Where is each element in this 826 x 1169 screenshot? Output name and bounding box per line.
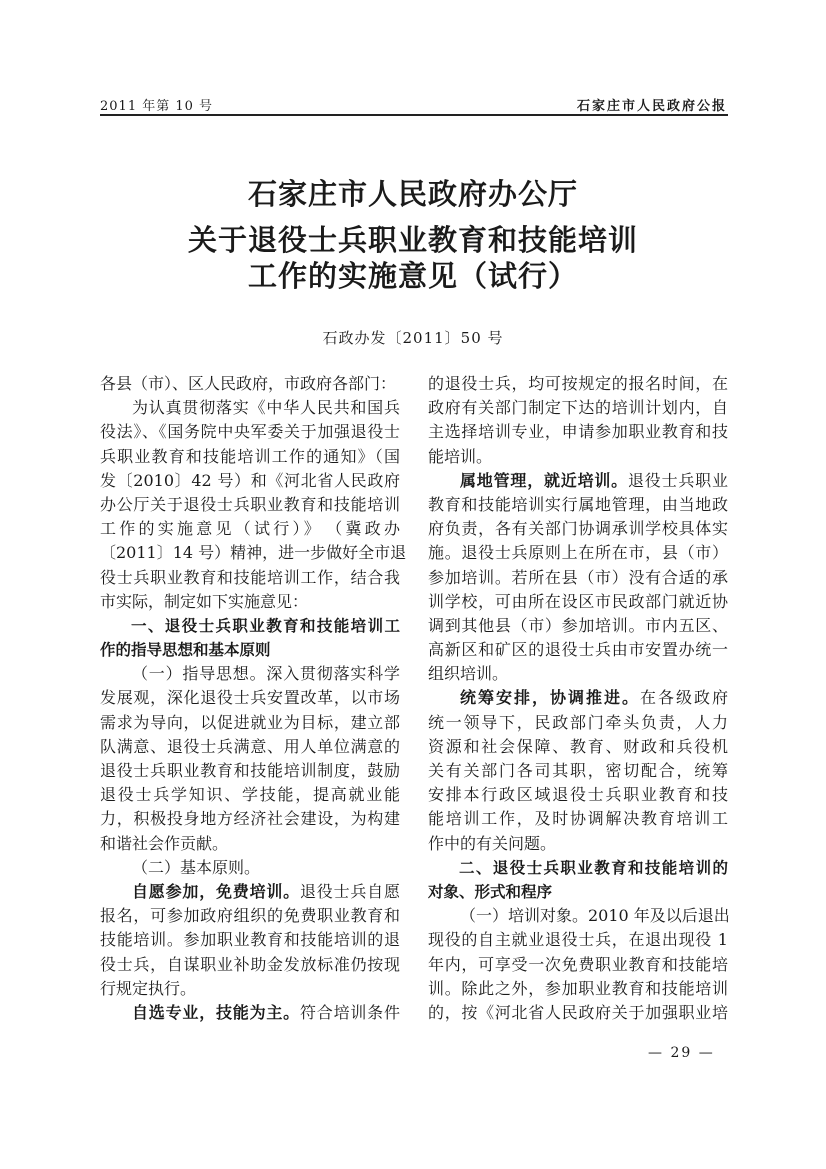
line-text: 训。除此之外，参加职业教育和技能培训 xyxy=(428,978,728,998)
line-text: 队满意、退役士兵满意、用人单位满意的 xyxy=(100,736,400,756)
line-text: （一）指导思想。深入贯彻落实科学 xyxy=(132,664,400,684)
line-text: 各县（市）、区人民政府，市政府各部门： xyxy=(100,374,397,393)
line-text: 政府有关部门制定下达的培训计划内，自 xyxy=(428,398,728,418)
text-line xyxy=(428,638,728,662)
line-text: 发展观，深化退役士兵安置改革，以市场 xyxy=(100,688,400,708)
text-line xyxy=(428,469,728,493)
line-text: 府负责，各有关部门协调承训学校具体实 xyxy=(428,519,728,539)
line-text: 的退役士兵，均可按规定的报名时间，在 xyxy=(428,374,728,393)
text-line xyxy=(428,686,728,710)
text-line xyxy=(428,928,728,952)
line-text: （一）培训对象。2010 年及以后退出 xyxy=(460,906,730,926)
text-line xyxy=(100,445,400,469)
line-text: 参加培训。若所在县（市）没有合适的承 xyxy=(428,567,728,587)
line-text: 符合培训条件 xyxy=(299,1002,400,1022)
text-line xyxy=(428,759,728,783)
text-line xyxy=(428,590,728,614)
text-line xyxy=(428,662,728,686)
line-text: 和谐社会作贡献。 xyxy=(100,833,229,853)
right-column xyxy=(428,372,728,1025)
section-heading-line xyxy=(100,638,400,662)
line-text: 作中的有关问题。 xyxy=(428,833,557,853)
text-line xyxy=(428,396,728,420)
text-line xyxy=(100,420,400,444)
line-text: 退役士兵职业教育和技能培训制度，鼓励 xyxy=(100,761,400,780)
text-line xyxy=(100,662,400,686)
text-line xyxy=(428,445,728,469)
text-line xyxy=(100,711,400,735)
text-line xyxy=(100,783,400,807)
text-line xyxy=(428,372,728,396)
text-line xyxy=(100,396,400,420)
line-text: 年内，可享受一次免费职业教育和技能培 xyxy=(428,954,728,974)
line-text: 市实际，制定如下实施意见： xyxy=(100,591,309,611)
text-line xyxy=(100,541,407,565)
section-heading-line xyxy=(100,614,400,638)
line-text: 主选择培训专业，申请参加职业教育和技 xyxy=(428,422,728,442)
line-text: 报名，可参加政府组织的免费职业教育和 xyxy=(100,906,400,926)
text-line xyxy=(100,856,400,880)
line-text: 关有关部门各司其职，密切配合，统筹 xyxy=(428,761,728,780)
line-text: 调到其他县（市）参加培训。市内五区、 xyxy=(428,615,728,635)
page-number: — 29 — xyxy=(648,1045,715,1061)
text-line xyxy=(428,783,728,807)
bold-lead-in: 自愿参加，免费培训。 xyxy=(132,881,300,901)
text-line xyxy=(100,977,400,1001)
text-line xyxy=(428,735,728,759)
line-text: 现役的自主就业退役士兵，在退出现役 1 xyxy=(428,930,728,950)
text-line xyxy=(428,977,728,1001)
text-line xyxy=(100,928,400,952)
bold-lead-in: 属地管理，就近培训。 xyxy=(460,470,628,490)
line-text: 资源和社会保障、教育、财政和兵役机 xyxy=(428,736,728,756)
line-text: 组织培训。 xyxy=(428,664,509,684)
line-text: 为认真贯彻落实《中华人民共和国兵 xyxy=(132,398,400,418)
line-text: 能培训工作，及时协调解决教育培训工 xyxy=(428,809,728,829)
line-text: 役法》、《国务院中央军委关于加强退役士 xyxy=(100,422,400,442)
document-number: 石政办发〔2011〕50 号 xyxy=(322,329,504,347)
text-line xyxy=(100,953,400,977)
bold-lead-in: 统筹安排，协调推进。 xyxy=(460,688,640,708)
line-text: 役士兵，自谋职业补助金发放标准仍按现 xyxy=(100,954,400,974)
line-text: 技能培训。参加职业教育和技能培训的退 xyxy=(100,930,400,950)
line-text: 退役士兵自愿 xyxy=(299,881,400,901)
text-line xyxy=(428,420,728,444)
line-text: 教育和技能培训实行属地管理，由当地政 xyxy=(428,494,728,514)
text-line xyxy=(100,904,400,928)
line-text: 在各级政府 xyxy=(639,688,728,708)
text-line xyxy=(100,566,400,590)
title-line-1: 石家庄市人民政府办公厅 xyxy=(247,177,578,211)
text-line xyxy=(100,735,400,759)
line-text: 需求为导向，以促进就业为目标，建立部 xyxy=(100,712,400,732)
text-line xyxy=(100,1001,400,1025)
line-text: 施。退役士兵原则上在所在市，县（市） xyxy=(428,543,728,563)
section-heading-line xyxy=(428,856,728,880)
line-text: 〔2011〕14 号）精神，进一步做好全市退 xyxy=(100,543,407,563)
header-divider xyxy=(100,114,728,116)
line-text: 工作的实施意见（试行）》 （冀政办 xyxy=(100,519,400,539)
issue-label: 2011 年第 10 号 xyxy=(100,99,214,114)
text-line xyxy=(428,1001,728,1025)
text-line xyxy=(428,493,728,517)
line-text: 办公厅关于退役士兵职业教育和技能培训 xyxy=(100,494,400,514)
text-line xyxy=(428,614,728,638)
line-text: 退役士兵职业 xyxy=(627,470,728,490)
text-line xyxy=(100,590,400,614)
bold-lead-in: 自选专业，技能为主。 xyxy=(132,1002,300,1022)
text-line xyxy=(100,469,400,493)
text-line xyxy=(428,541,728,565)
text-line xyxy=(428,807,728,831)
text-line xyxy=(100,493,400,517)
text-line xyxy=(428,904,728,928)
line-text: 兵职业教育和技能培训工作的通知》（国 xyxy=(100,446,400,466)
text-line xyxy=(428,711,728,735)
line-text: （二）基本原则。 xyxy=(132,857,261,877)
left-column xyxy=(100,372,407,1025)
title-line-3: 工作的实施意见（试行） xyxy=(247,259,578,293)
text-line xyxy=(428,566,728,590)
section-heading-line xyxy=(428,880,728,904)
text-line xyxy=(100,880,400,904)
line-text: 行规定执行。 xyxy=(100,978,197,998)
publication-name: 石家庄市人民政府公报 xyxy=(576,99,727,114)
line-text: 训学校，可由所在设区市民政部门就近协 xyxy=(428,591,728,611)
text-line xyxy=(428,953,728,977)
line-text: 退役士兵学知识、学技能，提高就业能 xyxy=(100,785,400,805)
text-line xyxy=(100,517,400,541)
text-line xyxy=(100,372,400,396)
line-text: 对象、形式和程序 xyxy=(428,882,553,901)
line-text: 一、退役士兵职业教育和技能培训工 xyxy=(131,616,400,635)
title-line-2: 关于退役士兵职业教育和技能培训 xyxy=(187,223,638,257)
text-line xyxy=(428,832,728,856)
line-text: 力，积极投身地方经济社会建设，为构建 xyxy=(100,809,400,829)
text-line xyxy=(100,807,400,831)
line-text: 的，按《河北省人民政府关于加强职业培 xyxy=(428,1002,728,1022)
text-line xyxy=(100,832,400,856)
text-line xyxy=(100,686,400,710)
text-line xyxy=(428,517,728,541)
text-line xyxy=(100,759,400,783)
line-text: 高新区和矿区的退役士兵由市安置办统一 xyxy=(428,640,728,660)
line-text: 役士兵职业教育和技能培训工作，结合我 xyxy=(100,567,400,587)
line-text: 作的指导思想和基本原则 xyxy=(100,641,271,660)
line-text: 二、退役士兵职业教育和技能培训的 xyxy=(459,858,728,877)
line-text: 发〔2010〕42 号）和《河北省人民政府 xyxy=(100,470,400,490)
line-text: 能培训。 xyxy=(428,446,493,466)
line-text: 统一领导下，民政部门牵头负责，人力 xyxy=(428,712,728,732)
line-text: 安排本行政区域退役士兵职业教育和技 xyxy=(428,785,728,805)
